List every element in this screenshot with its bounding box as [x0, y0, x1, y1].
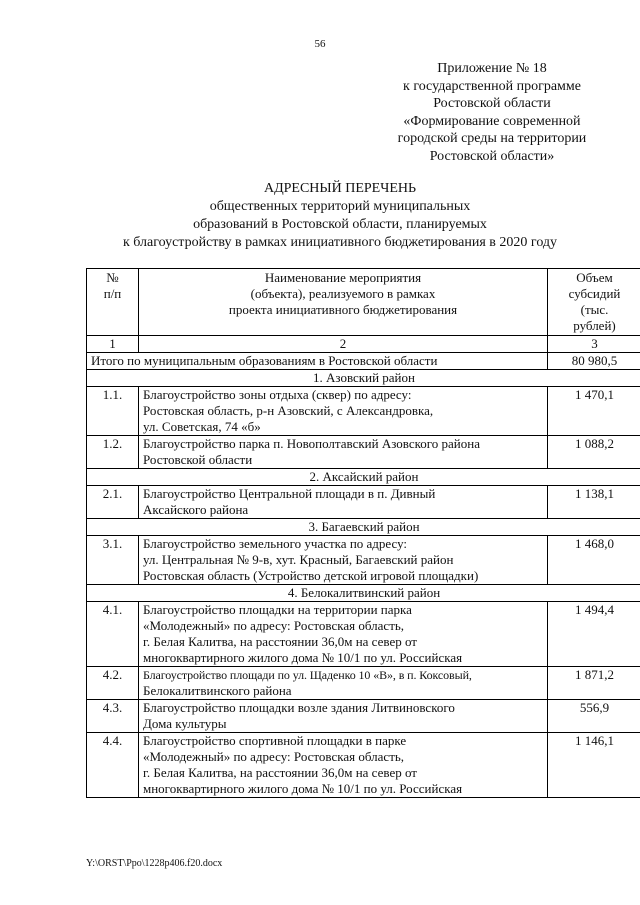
row-value: 1 494,4 — [548, 602, 640, 667]
heading-line: образований в Ростовской области, планируемых — [193, 217, 487, 232]
page-number: 56 — [314, 38, 326, 50]
header-value-line: Объем — [576, 270, 613, 285]
row-name-line: Ростовская область, р-н Азовский, с Александровка, — [143, 403, 434, 418]
row-name-line: «Молодежный» по адресу: Ростовская область, — [143, 618, 405, 633]
section-title: 4. Белокалитвинский район — [87, 585, 640, 602]
row-name-line: Дома культуры — [143, 716, 227, 731]
row-number: 1.2. — [87, 436, 139, 469]
row-name-line: Благоустройство зоны отдыха (сквер) по адресу: — [143, 387, 412, 402]
row-number: 3.1. — [87, 536, 139, 585]
section-header-row — [87, 519, 640, 536]
index-cell: 1 — [87, 336, 139, 353]
row-value: 1 871,2 — [548, 667, 640, 700]
appendix-line: Ростовской области» — [429, 148, 555, 164]
row-name-line: г. Белая Калитва, на расстоянии 36,0м на север от — [143, 634, 417, 649]
table-row — [87, 436, 640, 469]
row-number: 4.2. — [87, 667, 139, 700]
header-name-line: (объекта), реализуемого в рамках — [250, 286, 436, 301]
row-number: 4.4. — [87, 733, 139, 798]
row-name — [139, 700, 548, 733]
header-value-line: рублей) — [573, 318, 616, 333]
heading-line: общественных территорий муниципальных — [209, 199, 471, 214]
row-name — [139, 667, 548, 700]
row-name-line: Благоустройство площадки на территории парка — [143, 602, 412, 617]
row-value: 1 146,1 — [548, 733, 640, 798]
index-cell: 3 — [548, 336, 640, 353]
row-number: 4.1. — [87, 602, 139, 667]
address-list-table — [86, 268, 640, 798]
header-num — [87, 269, 139, 336]
section-title: 1. Азовский район — [87, 370, 640, 387]
table-row — [87, 486, 640, 519]
row-name-line: Благоустройство земельного участка по адресу: — [143, 536, 408, 551]
row-name-line: Благоустройство парка п. Новополтавский Азовского района — [143, 436, 480, 451]
table-row — [87, 536, 640, 585]
row-name-line: «Молодежный» по адресу: Ростовская область, — [143, 749, 405, 764]
section-title: 2. Аксайский район — [87, 469, 640, 486]
appendix-line: «Формирование современной — [403, 113, 581, 129]
row-name-line: Аксайского района — [143, 502, 249, 517]
row-name-line: ул. Центральная № 9-в, хут. Красный, Багаевский район — [143, 552, 454, 567]
row-name — [139, 602, 548, 667]
header-name — [139, 269, 548, 336]
row-value: 1 468,0 — [548, 536, 640, 585]
row-name — [139, 536, 548, 585]
row-name — [139, 486, 548, 519]
table-row — [87, 667, 640, 700]
section-title: 3. Багаевский район — [87, 519, 640, 536]
section-header-row — [87, 370, 640, 387]
table-row — [87, 700, 640, 733]
appendix-block — [362, 60, 622, 165]
appendix-line: к государственной программе — [403, 78, 581, 94]
row-name-line: Белокалитвинского района — [143, 683, 292, 698]
row-value: 1 088,2 — [548, 436, 640, 469]
document-title: АДРЕСНЫЙ ПЕРЕЧЕНЬ — [263, 181, 417, 196]
row-name-line: Благоустройство Центральной площади в п. Дивный — [143, 486, 436, 501]
appendix-line: Приложение № 18 — [437, 61, 547, 76]
row-name-line: Ростовская область (Устройство детской игровой площадки) — [143, 568, 479, 583]
header-value — [548, 269, 640, 336]
row-number: 4.3. — [87, 700, 139, 733]
row-name-line: Ростовской области — [143, 452, 253, 467]
total-row — [87, 353, 640, 370]
header-num-line: п/п — [103, 286, 122, 301]
table-row — [87, 387, 640, 436]
row-name-line: многоквартирного жилого дома № 10/1 по ул. Российская — [143, 781, 463, 796]
row-name-line: Благоустройство площади по ул. Щаденко 10 «В», в п. Коксовый, — [143, 668, 472, 682]
row-number: 1.1. — [87, 387, 139, 436]
column-index-row — [87, 336, 640, 353]
header-name-line: Наименование мероприятия — [264, 270, 422, 285]
header-value-line: (тыс. — [580, 302, 609, 317]
row-name-line: многоквартирного жилого дома № 10/1 по ул. Российская — [143, 650, 463, 665]
row-name-line: Благоустройство спортивной площадки в парке — [143, 733, 407, 748]
section-header-row — [87, 585, 640, 602]
appendix-line: городской среды на территории — [397, 131, 587, 146]
row-name-line: Благоустройство площадки возле здания Литвиновского — [143, 700, 455, 715]
header-name-line: проекта инициативного бюджетирования — [228, 302, 458, 317]
document-heading — [60, 180, 620, 252]
total-value: 80 980,5 — [548, 353, 640, 370]
row-name-line: г. Белая Калитва, на расстоянии 36,0м на север от — [143, 765, 417, 780]
header-value-line: субсидий — [568, 286, 621, 301]
heading-line: к благоустройству в рамках инициативного бюджетирования в 2020 году — [122, 235, 558, 250]
table-header-row — [87, 269, 640, 336]
total-label: Итого по муниципальным образованиям в Ростовской области — [87, 353, 548, 370]
row-name-line: ул. Советская, 74 «б» — [143, 419, 261, 434]
table-row — [87, 733, 640, 798]
row-number: 2.1. — [87, 486, 139, 519]
row-value: 1 138,1 — [548, 486, 640, 519]
file-path-footer: Y:\ORST\Ppo\1228p406.f20.docx — [86, 858, 223, 869]
row-name — [139, 436, 548, 469]
appendix-line: Ростовской области — [433, 96, 551, 111]
index-cell: 2 — [139, 336, 548, 353]
row-name — [139, 733, 548, 798]
header-num-line: № — [106, 270, 119, 285]
row-value: 1 470,1 — [548, 387, 640, 436]
section-header-row — [87, 469, 640, 486]
row-value: 556,9 — [548, 700, 640, 733]
table-row — [87, 602, 640, 667]
row-name — [139, 387, 548, 436]
